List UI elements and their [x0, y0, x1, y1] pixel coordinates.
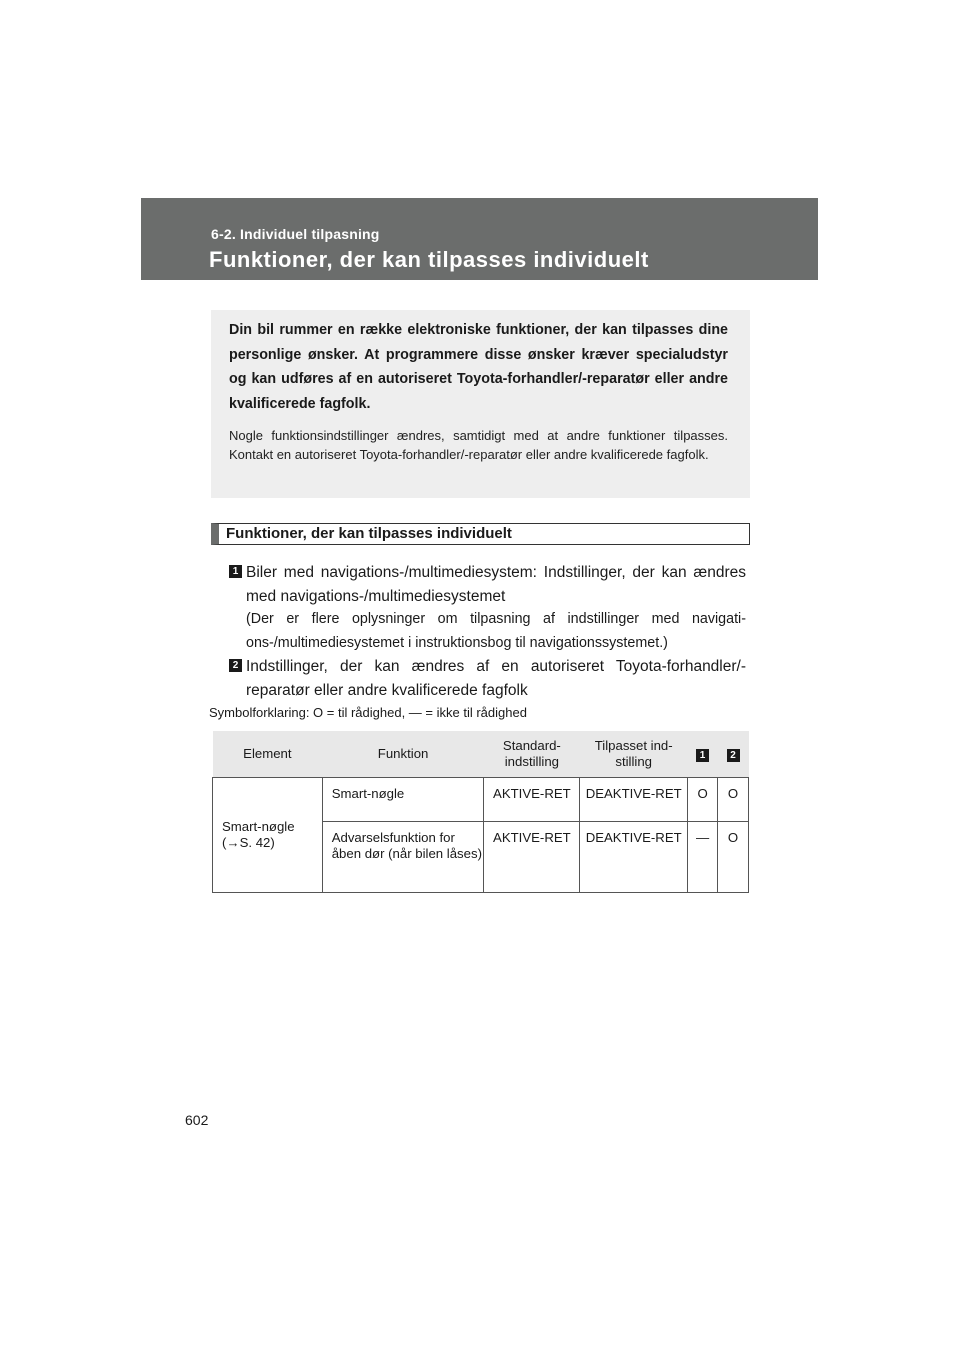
list-item — [229, 561, 746, 655]
header-col1 — [688, 731, 718, 778]
header-custom: Tilpasset ind-stilling — [580, 731, 688, 778]
cell-col1: O — [688, 778, 718, 822]
page-title: Funktioner, der kan tilpasses individuelt — [209, 247, 649, 272]
symbol-legend: Symbolforklaring: O = til rådighed, — = ikke til rådighed — [209, 705, 527, 720]
page-number: 602 — [185, 1112, 209, 1128]
header-default: Standard-indstilling — [484, 731, 580, 778]
cell-function: Smart-nøgle — [322, 778, 484, 822]
cell-col2: O — [718, 821, 749, 892]
intro-text: Din bil rummer en række elektroniske funktioner, der kan tilpasses dine personlige ønsker. At programmere disse ønsker kræver specialudstyr og kan udføres af en autoriseret Toyota-forhandler/-reparatør eller andre kvalificerede fagfolk. — [229, 322, 728, 412]
cell-function: Advarselsfunktion for åben dør (når bilen låses) — [322, 821, 484, 892]
subheading: Funktioner, der kan tilpasses individuelt — [211, 523, 750, 545]
cell-col1: — — [688, 821, 718, 892]
cell-custom: DEAKTIVE-RET — [580, 778, 688, 822]
cell-col2: O — [718, 778, 749, 822]
header-function: Funktion — [322, 731, 484, 778]
list-item — [229, 655, 746, 702]
section-label: 6-2. Individuel tilpasning — [211, 226, 380, 242]
page-header — [141, 198, 818, 280]
intro-note: Nogle funktionsindstillinger ændres, samtidigt med at andre funktioner tilpasses. Kontakt en autoriseret Toyota-forhandler/-reparatør eller andre kvalificerede fagfolk. — [229, 428, 728, 462]
number-badge: 2 — [727, 749, 740, 762]
table-header-row — [213, 731, 749, 778]
header-col2 — [718, 731, 749, 778]
item-text: Biler med navigations-/multimediesystem: Indstillinger, der kan ændres med navigations-/multimediesystemet — [246, 564, 746, 605]
number-badge: 1 — [229, 565, 242, 578]
cell-custom: DEAKTIVE-RET — [580, 821, 688, 892]
header-element: Element — [213, 731, 323, 778]
table-row — [213, 778, 749, 822]
item-text: Indstillinger, der kan ændres af en autoriseret Toyota-forhandler/-reparatør eller andre kvalificerede fagfolk — [246, 658, 746, 699]
number-badge: 1 — [696, 749, 709, 762]
cell-default: AKTIVE-RET — [484, 821, 580, 892]
cell-default: AKTIVE-RET — [484, 778, 580, 822]
cell-element: Smart-nøgle (→S. 42) — [213, 778, 323, 893]
item-note: (Der er flere oplysninger om tilpasning af indstillinger med navigations-/multimediesystemet i instruktionsbog til navigationssystemet.) — [246, 611, 746, 651]
settings-table — [212, 731, 749, 893]
intro-box — [211, 310, 750, 498]
number-badge: 2 — [229, 659, 242, 672]
